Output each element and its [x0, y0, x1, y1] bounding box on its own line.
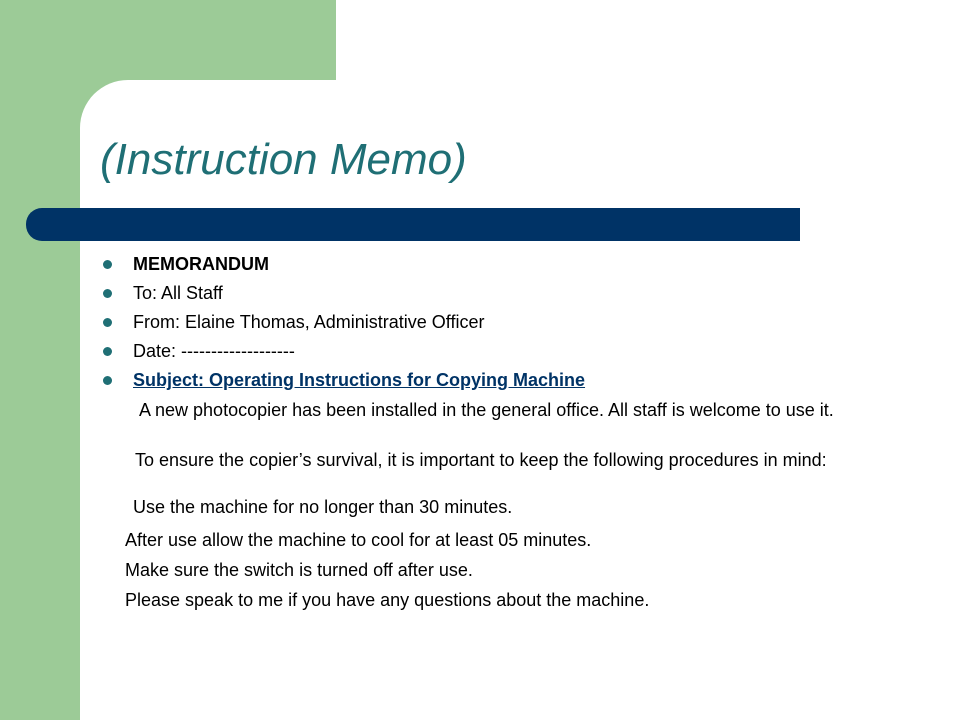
memo-heading: MEMORANDUM	[133, 254, 269, 274]
memo-subject: Subject: Operating Instructions for Copying Machine	[133, 370, 586, 390]
memo-to: To: All Staff	[133, 283, 223, 303]
bullet-dot-icon	[103, 347, 112, 356]
memo-from: From: Elaine Thomas, Administrative Officer	[133, 312, 485, 332]
bullet-dot-icon	[103, 260, 112, 269]
instruction-line-3: Make sure the switch is turned off after use.	[125, 560, 473, 580]
instruction-line-2: After use allow the machine to cool for at least 05 minutes.	[125, 530, 592, 550]
memo-paragraph-2: To ensure the copier’s survival, it is important to keep the following procedures in mind:	[135, 450, 827, 470]
bullet-dot-icon	[103, 376, 112, 385]
bullet-dot-icon	[103, 289, 112, 298]
closing-line: Please speak to me if you have any questions about the machine.	[125, 590, 650, 610]
slide-title: (Instruction Memo)	[100, 135, 467, 184]
memo-date: Date: -------------------	[133, 341, 295, 361]
instruction-line-1: Use the machine for no longer than 30 minutes.	[133, 497, 513, 517]
memo-paragraph-1: A new photocopier has been installed in the general office. All staff is welcome to use it.	[139, 400, 834, 420]
bullet-dot-icon	[103, 318, 112, 327]
